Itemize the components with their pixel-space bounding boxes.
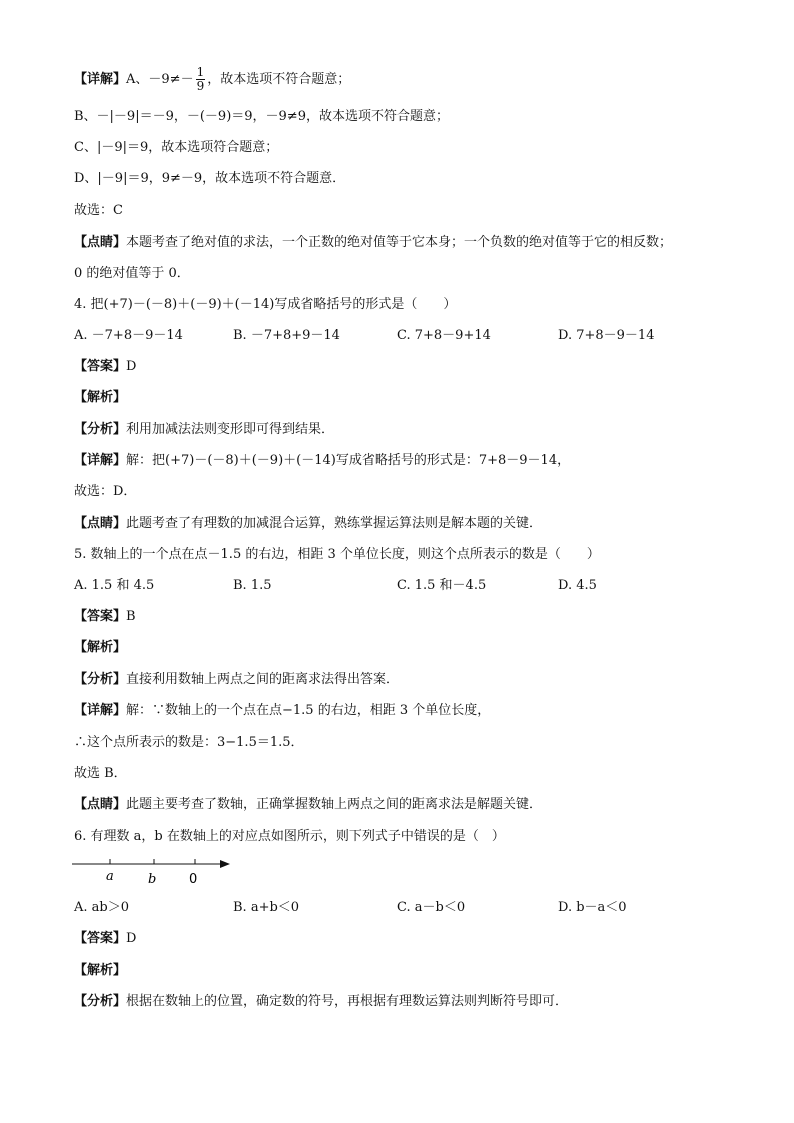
q5-option-d: D. 4.5 [558,578,597,593]
fraction-denominator: 9 [196,79,205,93]
q4-answer-value: D [126,359,137,374]
q4-stem: 4. 把(+7)－(－8)＋(－9)＋(－14)写成省略括号的形式是（ ） [74,297,457,312]
q4-comment-text: 此题考查了有理数的加减混合运算，熟练掌握运算法则是解本题的关键． [126,516,543,531]
q4-option-a: A. －7+8－9－14 [74,328,183,343]
answer-tag: 【答案】 [74,359,127,374]
q6-analysis-text: 根据在数轴上的位置，确定数的符号，再根据有理数运算法则判断符号即可． [126,994,569,1009]
q3-detail-b: B、－|－9|＝－9，－(－9)＝9，－9≠9，故本选项不符合题意； [74,109,449,124]
number-line-arrow [220,860,230,868]
q4-detail [74,452,570,470]
detail-tag: 【详解】 [74,453,127,468]
label-zero: 0 [189,872,198,887]
q5-option-b: B. 1.5 [233,578,272,593]
comment-tag: 【点睛】 [74,797,127,812]
q5-analysis [74,671,399,689]
answer-tag: 【答案】 [74,609,127,624]
q3-a-suffix: ，故本选项不符合题意； [207,72,351,87]
q5-option-c: C. 1.5 和－4.5 [397,578,487,593]
q3-comment-text: 本题考查了绝对值的求法，一个正数的绝对值等于它本身；一个负数的绝对值等于它的相反数； [126,235,673,250]
q4-answer [74,358,136,376]
q3-detail-a [74,66,350,93]
q5-detail-text: 解：∵数轴上的一个点在点−1.5 的右边，相距 3 个单位长度， [126,703,491,718]
q4-jiexi-tag: 【解析】 [74,390,127,405]
answer-tag: 【答案】 [74,931,127,946]
detail-tag: 【详解】 [74,703,127,718]
q6-option-c: C. a－b＜0 [397,900,466,915]
comment-tag: 【点睛】 [74,516,127,531]
q6-analysis [74,993,568,1011]
q5-jiexi-tag: 【解析】 [74,640,127,655]
q4-choice: 故选：D． [74,484,137,499]
q6-stem: 6. 有理数 a，b 在数轴上的对应点如图所示，则下列式子中错误的是（ ） [74,829,505,844]
q4-comment [74,515,542,533]
q3-choice: 故选：C [74,203,123,218]
q5-detail [74,702,490,720]
q6-answer-value: D [126,931,137,946]
q6-option-b: B. a+b＜0 [233,900,300,915]
q4-option-b: B. －7+8+9－14 [233,328,340,343]
q3-detail-c: C、|－9|＝9，故本选项符合题意； [74,140,279,155]
q4-detail-text: 解：把(+7)－(－8)＋(－9)＋(－14)写成省略括号的形式是：7+8－9－14， [126,453,571,468]
q6-jiexi-tag: 【解析】 [74,963,127,978]
q3-comment [74,234,672,252]
number-line-figure [70,852,240,888]
label-b: b [148,872,157,887]
q5-answer-value: B [126,609,136,624]
q5-stem: 5. 数轴上的一个点在点－1.5 的右边，相距 3 个单位长度，则这个点所表示的数是（ ） [74,547,600,562]
q3-comment-cont: 0 的绝对值等于 0． [74,266,190,281]
q4-option-d: D. 7+8－9－14 [558,328,655,343]
q4-option-c: C. 7+8－9+14 [397,328,491,343]
q5-answer [74,608,136,626]
q6-answer [74,930,136,948]
q6-option-d: D. b－a＜0 [558,900,627,915]
q6-option-a: A. ab＞0 [74,900,129,915]
analysis-tag: 【分析】 [74,422,127,437]
comment-tag: 【点睛】 [74,235,127,250]
q4-analysis [74,421,334,439]
q5-choice: 故选 B． [74,766,127,781]
detail-tag: 【详解】 [74,72,127,87]
q3-detail-d: D、|－9|＝9，9≠－9，故本选项不符合题意． [74,171,346,186]
q5-comment-text: 此题主要考查了数轴，正确掌握数轴上两点之间的距离求法是解题关键． [126,797,543,812]
fraction-one-ninth [196,66,206,93]
q5-analysis-text: 直接利用数轴上两点之间的距离求法得出答案． [126,672,400,687]
q5-detail-cont: ∴这个点所表示的数是：3−1.5＝1.5． [74,735,304,750]
analysis-tag: 【分析】 [74,672,127,687]
analysis-tag: 【分析】 [74,994,127,1009]
q5-option-a: A. 1.5 和 4.5 [74,578,155,593]
q5-comment [74,796,542,814]
fraction-numerator: 1 [196,65,205,79]
label-a: a [106,869,114,884]
q3-a-prefix: A、－9≠－ [126,72,194,87]
q4-analysis-text: 利用加减法法则变形即可得到结果． [126,422,335,437]
